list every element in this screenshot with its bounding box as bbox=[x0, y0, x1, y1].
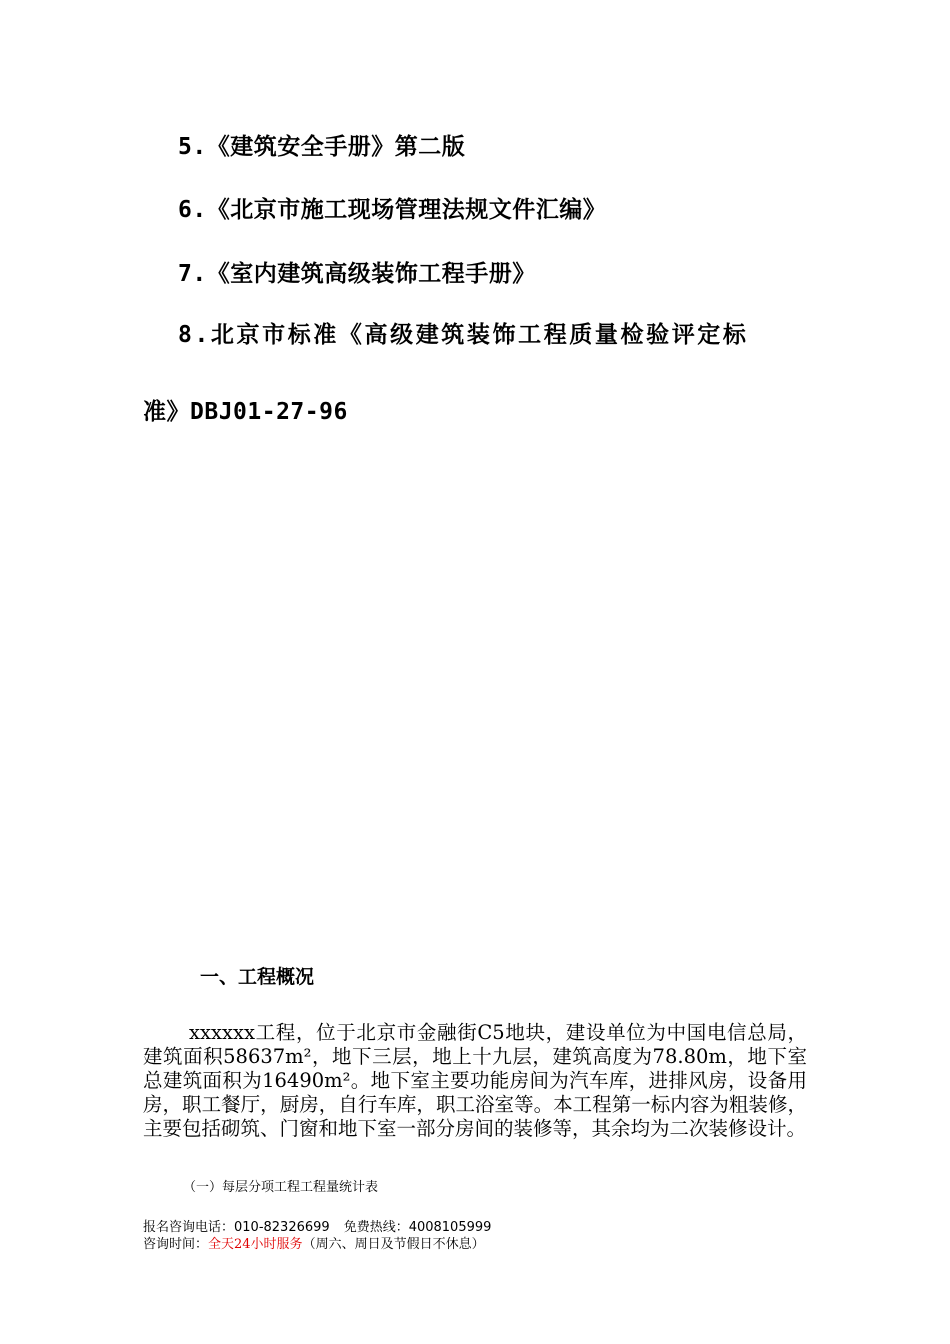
hours-note: （周六、周日及节假日不休息） bbox=[302, 1237, 485, 1252]
section-heading: 一、工程概况 bbox=[200, 966, 315, 988]
reference-item-8-line-1: 8.北京市标准《高级建筑装饰工程质量检验评定标 bbox=[178, 322, 749, 348]
project-overview-paragraph: xxxxxx工程，位于北京市金融街C5地块，建设单位为中国电信总局，建筑面积58637m²，地下三层，地上十九层，建筑高度为78.80m，地下室总建筑面积为16490m²。地下室主要功能房间为汽车库，进排风房，设备用房，职工餐厅，厨房，自行车库，职工浴室等。本工程第一标内容为粗装修，主要包括砌筑、门窗和地下室一部分房间的装修等，其余均为二次装修设计。 bbox=[143, 1021, 807, 1140]
table-caption: （一）每层分项工程工程量统计表 bbox=[183, 1180, 379, 1195]
reference-item-8-line-2: 准》DBJ01-27-96 bbox=[143, 399, 348, 425]
hours-label: 咨询时间： bbox=[143, 1237, 209, 1252]
hotline-label: 免费热线： bbox=[343, 1220, 409, 1235]
phone-number: 010-82326699 bbox=[234, 1220, 330, 1235]
hours-highlight: 全天24小时服务 bbox=[208, 1237, 303, 1252]
hotline-number: 4008105999 bbox=[408, 1220, 492, 1235]
reference-item-6: 6.《北京市施工现场管理法规文件汇编》 bbox=[178, 197, 607, 223]
reference-item-7: 7.《室内建筑高级装饰工程手册》 bbox=[178, 261, 536, 287]
reference-item-5: 5.《建筑安全手册》第二版 bbox=[178, 134, 466, 160]
phone-label: 报名咨询电话： bbox=[143, 1220, 235, 1235]
contact-hours-line bbox=[143, 1233, 485, 1252]
